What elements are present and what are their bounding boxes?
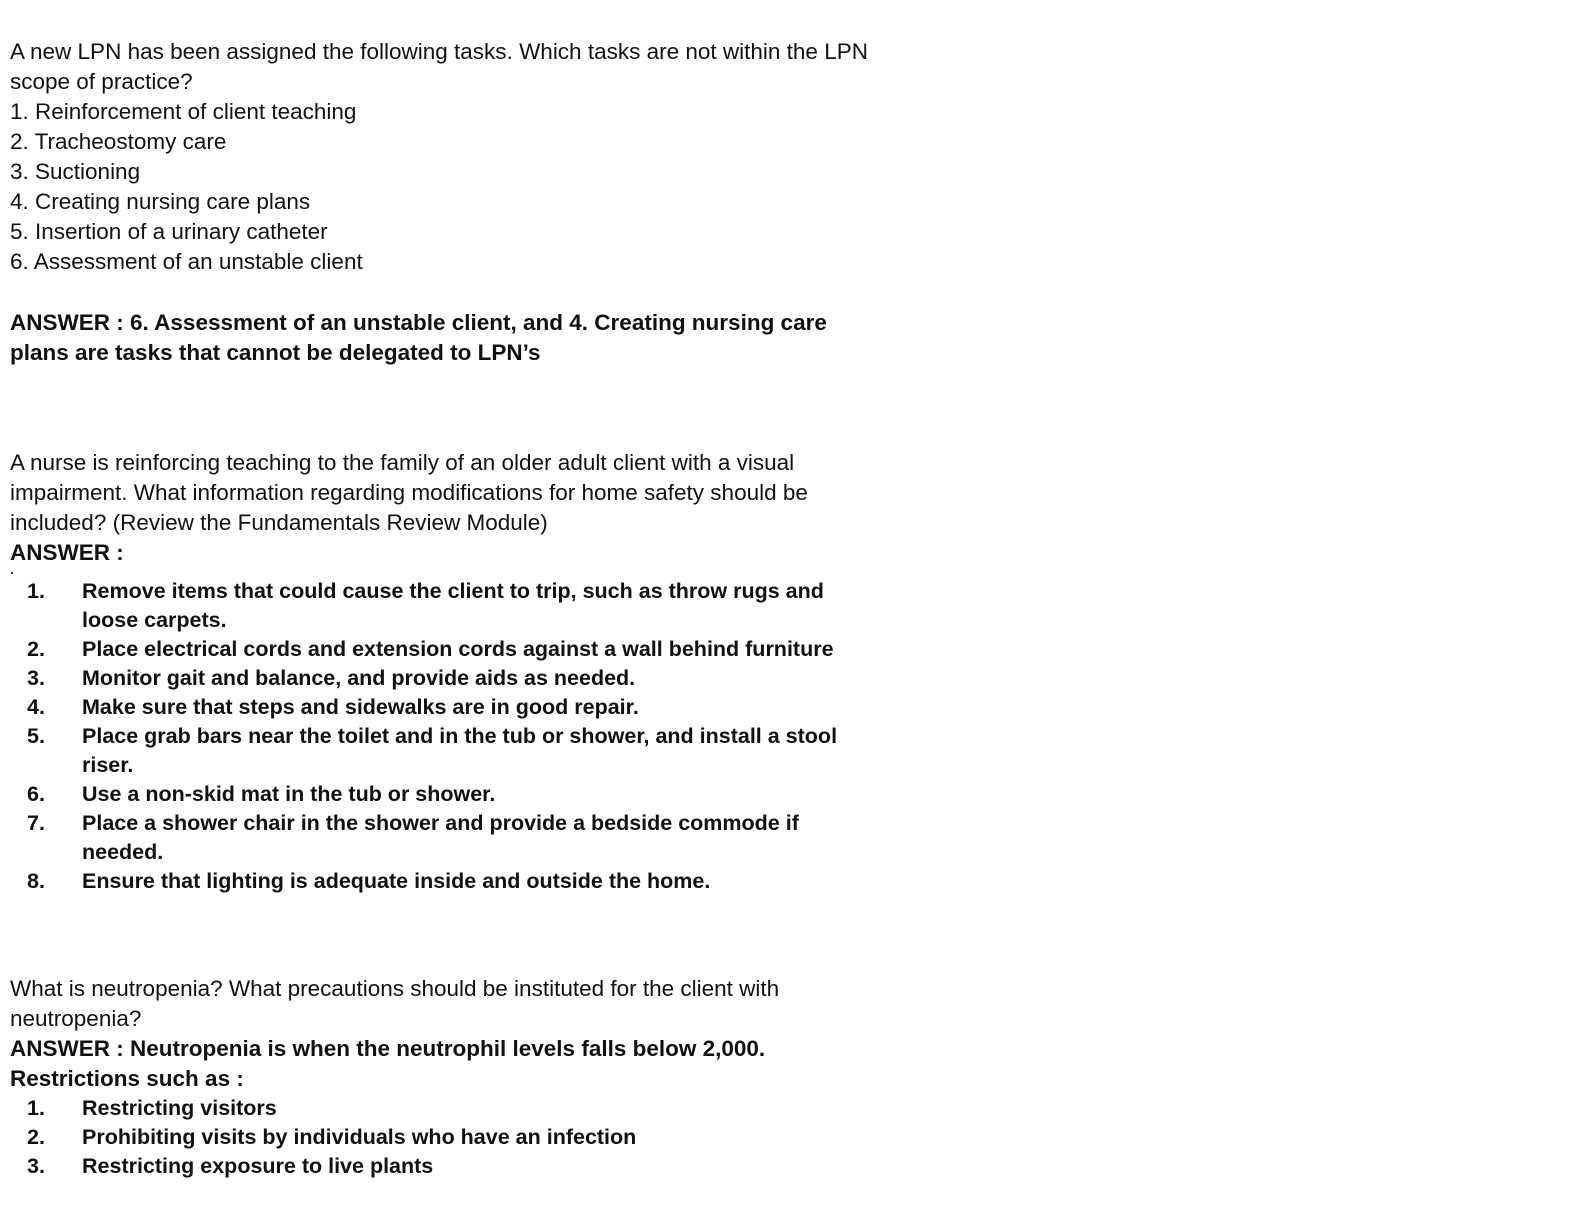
question-2-line: impairment. What information regarding modifications for home safety should be	[10, 480, 808, 505]
answer-2-label: ANSWER :	[10, 540, 124, 565]
list-item-text: Place electrical cords and extension cords against a wall behind furniture	[82, 637, 834, 661]
list-item-text: needed.	[82, 840, 164, 864]
question-3-line: neutropenia?	[10, 1006, 142, 1031]
option-item: 1. Reinforcement of client teaching	[10, 99, 357, 124]
list-item-text: Ensure that lighting is adequate inside and outside the home.	[82, 869, 711, 893]
list-item-number: 3.	[27, 666, 45, 690]
question-2	[10, 448, 910, 568]
list-item-number: 8.	[27, 869, 45, 893]
list-item	[0, 722, 900, 780]
question-3	[10, 974, 910, 1094]
list-item-text: Prohibiting visits by individuals who have an infection	[82, 1125, 637, 1149]
list-item	[0, 1123, 900, 1152]
list-item	[0, 664, 900, 693]
option-item: 3. Suctioning	[10, 159, 141, 184]
option-item: 6. Assessment of an unstable client	[10, 249, 363, 274]
answer-3-line: ANSWER : Neutropenia is when the neutrophil levels falls below 2,000.	[10, 1036, 766, 1061]
list-item-number: 2.	[27, 1125, 45, 1149]
list-item	[0, 780, 900, 809]
list-item	[0, 693, 900, 722]
option-item: 2. Tracheostomy care	[10, 129, 227, 154]
list-item	[0, 1152, 900, 1181]
answer-1-line: plans are tasks that cannot be delegated to LPN’s	[10, 340, 541, 365]
answer-3-line: Restrictions such as :	[10, 1066, 244, 1091]
answer-3-list	[0, 1094, 900, 1181]
question-2-line: included? (Review the Fundamentals Review Module)	[10, 510, 548, 535]
list-item-text: loose carpets.	[82, 608, 227, 632]
list-item	[0, 1094, 900, 1123]
list-item-text: Restricting exposure to live plants	[82, 1154, 434, 1178]
question-1-line: scope of practice?	[10, 69, 193, 94]
answer-1	[10, 308, 910, 368]
answer-1-line: ANSWER : 6. Assessment of an unstable client, and 4. Creating nursing care	[10, 310, 827, 335]
list-item-text: riser.	[82, 753, 134, 777]
list-item	[0, 577, 900, 635]
answer-2-list	[0, 577, 900, 896]
list-item	[0, 809, 900, 867]
question-1	[10, 37, 910, 277]
list-item-number: 1.	[27, 579, 45, 603]
question-1-line: A new LPN has been assigned the following tasks. Which tasks are not within the LPN	[10, 39, 868, 64]
list-item-text: Make sure that steps and sidewalks are in good repair.	[82, 695, 639, 719]
list-item-number: 4.	[27, 695, 45, 719]
stray-mark	[11, 572, 13, 574]
list-item	[0, 867, 900, 896]
list-item-text: Use a non-skid mat in the tub or shower.	[82, 782, 496, 806]
list-item-number: 5.	[27, 724, 45, 748]
list-item-number: 3.	[27, 1154, 45, 1178]
list-item-text: Monitor gait and balance, and provide aids as needed.	[82, 666, 636, 690]
list-item-number: 2.	[27, 637, 45, 661]
question-2-line: A nurse is reinforcing teaching to the family of an older adult client with a visual	[10, 450, 795, 475]
list-item	[0, 635, 900, 664]
list-item-text: Restricting visitors	[82, 1096, 277, 1120]
list-item-text: Place grab bars near the toilet and in the tub or shower, and install a stool	[82, 724, 838, 748]
list-item-text: Place a shower chair in the shower and provide a bedside commode if	[82, 811, 799, 835]
option-item: 4. Creating nursing care plans	[10, 189, 311, 214]
question-3-line: What is neutropenia? What precautions should be instituted for the client with	[10, 976, 780, 1001]
list-item-number: 6.	[27, 782, 45, 806]
list-item-text: Remove items that could cause the client to trip, such as throw rugs and	[82, 579, 824, 603]
list-item-number: 7.	[27, 811, 45, 835]
list-item-number: 1.	[27, 1096, 45, 1120]
option-item: 5. Insertion of a urinary catheter	[10, 219, 328, 244]
